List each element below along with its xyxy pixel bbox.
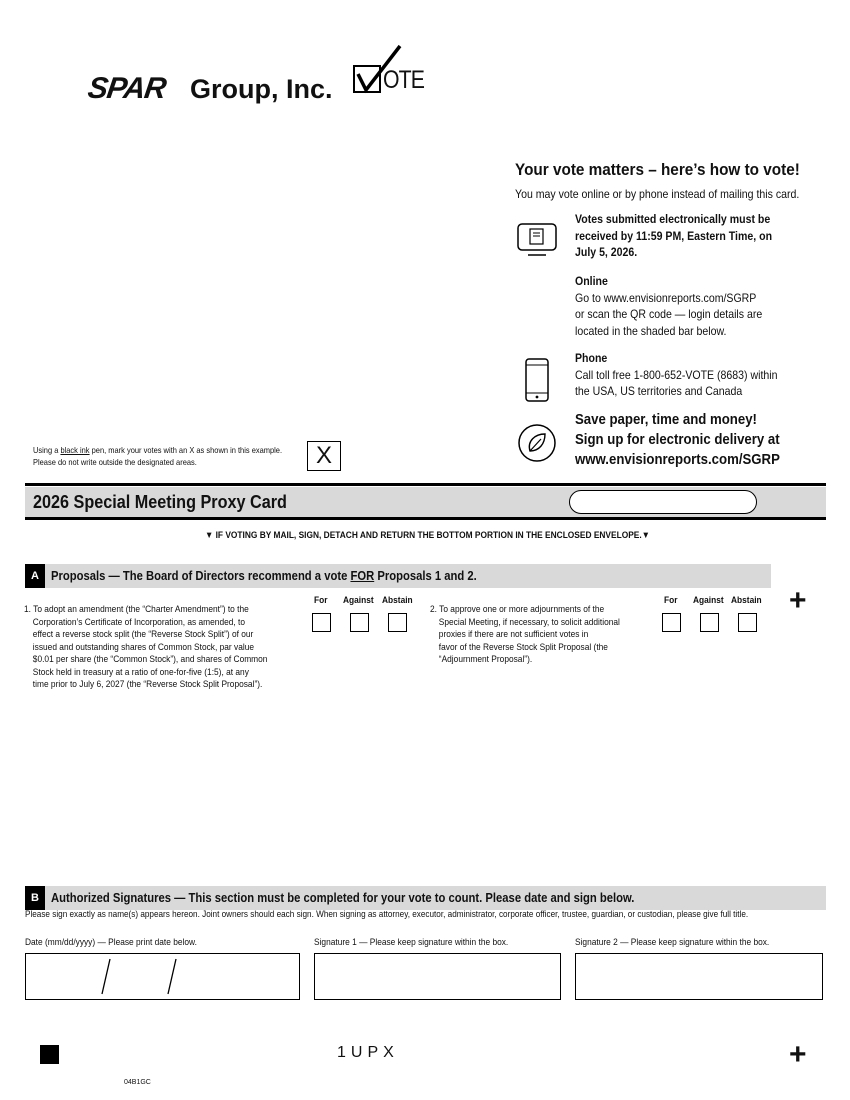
p2-col-abstain: Abstain [731, 595, 762, 606]
form-code: 04B1GC [124, 1079, 151, 1086]
section-a-letter: A [25, 564, 45, 588]
proxy-card-title: 2026 Special Meeting Proxy Card [33, 492, 287, 512]
logo-group-text: Group, Inc. [190, 74, 333, 104]
p2-col-against: Against [693, 595, 724, 606]
p1-abstain-checkbox[interactable] [388, 613, 407, 632]
p1-for-checkbox[interactable] [312, 613, 331, 632]
deadline-text: Votes submitted electronically must be received by 11:59 PM, Eastern Time, on July 5, 2026. [575, 212, 773, 259]
login-details-oval [569, 490, 757, 514]
electronic-delivery-text: Save paper, time and money! Sign up for electronic delivery at www.envisionreports.com/SGRP [575, 411, 780, 468]
logo-vote-text: OTE [383, 66, 425, 94]
section-b-letter: B [25, 886, 45, 910]
ink-instructions: Using a black ink pen, mark your votes with an X as shown in this example. Please do not write outside the designated areas. [33, 445, 283, 467]
online-heading: Online [575, 274, 608, 288]
signature-instructions: Please sign exactly as name(s) appears hereon. Joint owners should each sign. When signing as attorney, executor, administrator, corporate officer, trustee, guardian, or custodian, please give full title. [25, 909, 749, 920]
p2-for-checkbox[interactable] [662, 613, 681, 632]
signature-2-field[interactable] [575, 953, 823, 1000]
p1-col-abstain: Abstain [382, 595, 413, 606]
section-b-title: Authorized Signatures — This section must be completed for your vote to count. Please date and sign below. [51, 891, 635, 905]
p2-against-checkbox[interactable] [700, 613, 719, 632]
proposal-2-text: 2. To approve one or more adjournments of the Special Meeting, if necessary, to solicit additional proxies if there are not sufficient votes in favor of the Reverse Stock Split Proposal (the “Adjournment Proposal”). [430, 604, 620, 665]
date-field[interactable] [25, 953, 300, 1000]
p1-col-against: Against [343, 595, 374, 606]
computer-icon [516, 222, 558, 258]
vote-info-subtitle: You may vote online or by phone instead of mailing this card. [515, 187, 800, 201]
date-label: Date (mm/dd/yyyy) — Please print date below. [25, 937, 197, 948]
signature-2-label: Signature 2 — Please keep signature within the box. [575, 937, 770, 948]
leaf-icon [517, 423, 557, 463]
registration-plus-top: + [789, 584, 807, 617]
p2-col-for: For [664, 595, 678, 606]
phone-icon [524, 357, 550, 403]
x-mark-example: X [307, 441, 341, 471]
top-rule [25, 483, 826, 486]
online-text: Online Go to www.envisionreports.com/SGRP or scan the QR code — login details are located in the shaded bar below. [575, 274, 763, 338]
mail-instructions: ▼ IF VOTING BY MAIL, SIGN, DETACH AND RETURN THE BOTTOM PORTION IN THE ENCLOSED ENVELOPE.▼ [205, 530, 650, 541]
phone-heading: Phone [575, 351, 608, 365]
proposal-1-text: 1. To adopt an amendment (the “Charter Amendment”) to the Corporation’s Certificate of Incorporation, as amended, to effect a reverse stock split (the “Reverse Stock Split”) of our issued and outstanding shares of Common Stock, par value $0.01 per share (the “Common Stock”), and shares of Common Stock held in treasury at a ratio of one-for-five (1:5), at any time prior to July 6, 2027 (the “Reverse Stock Split Proposal”). [24, 604, 268, 690]
phone-text: Phone Call toll free 1-800-652-VOTE (8683) within the USA, US territories and Canada [575, 351, 778, 398]
registration-square [40, 1045, 59, 1064]
section-a-title: Proposals — The Board of Directors recommend a vote FOR Proposals 1 and 2. [51, 569, 477, 583]
p1-col-for: For [314, 595, 328, 606]
p1-against-checkbox[interactable] [350, 613, 369, 632]
vote-info-title: Your vote matters – here’s how to vote! [515, 160, 800, 179]
signature-1-label: Signature 1 — Please keep signature within the box. [314, 937, 509, 948]
logo-spar: SPAR [85, 72, 168, 105]
registration-plus-bottom: + [789, 1038, 807, 1071]
upx-code: 1UPX [337, 1044, 399, 1061]
bottom-rule [25, 517, 826, 520]
p2-abstain-checkbox[interactable] [738, 613, 757, 632]
signature-1-field[interactable] [314, 953, 561, 1000]
date-separator-slashes [26, 954, 298, 998]
